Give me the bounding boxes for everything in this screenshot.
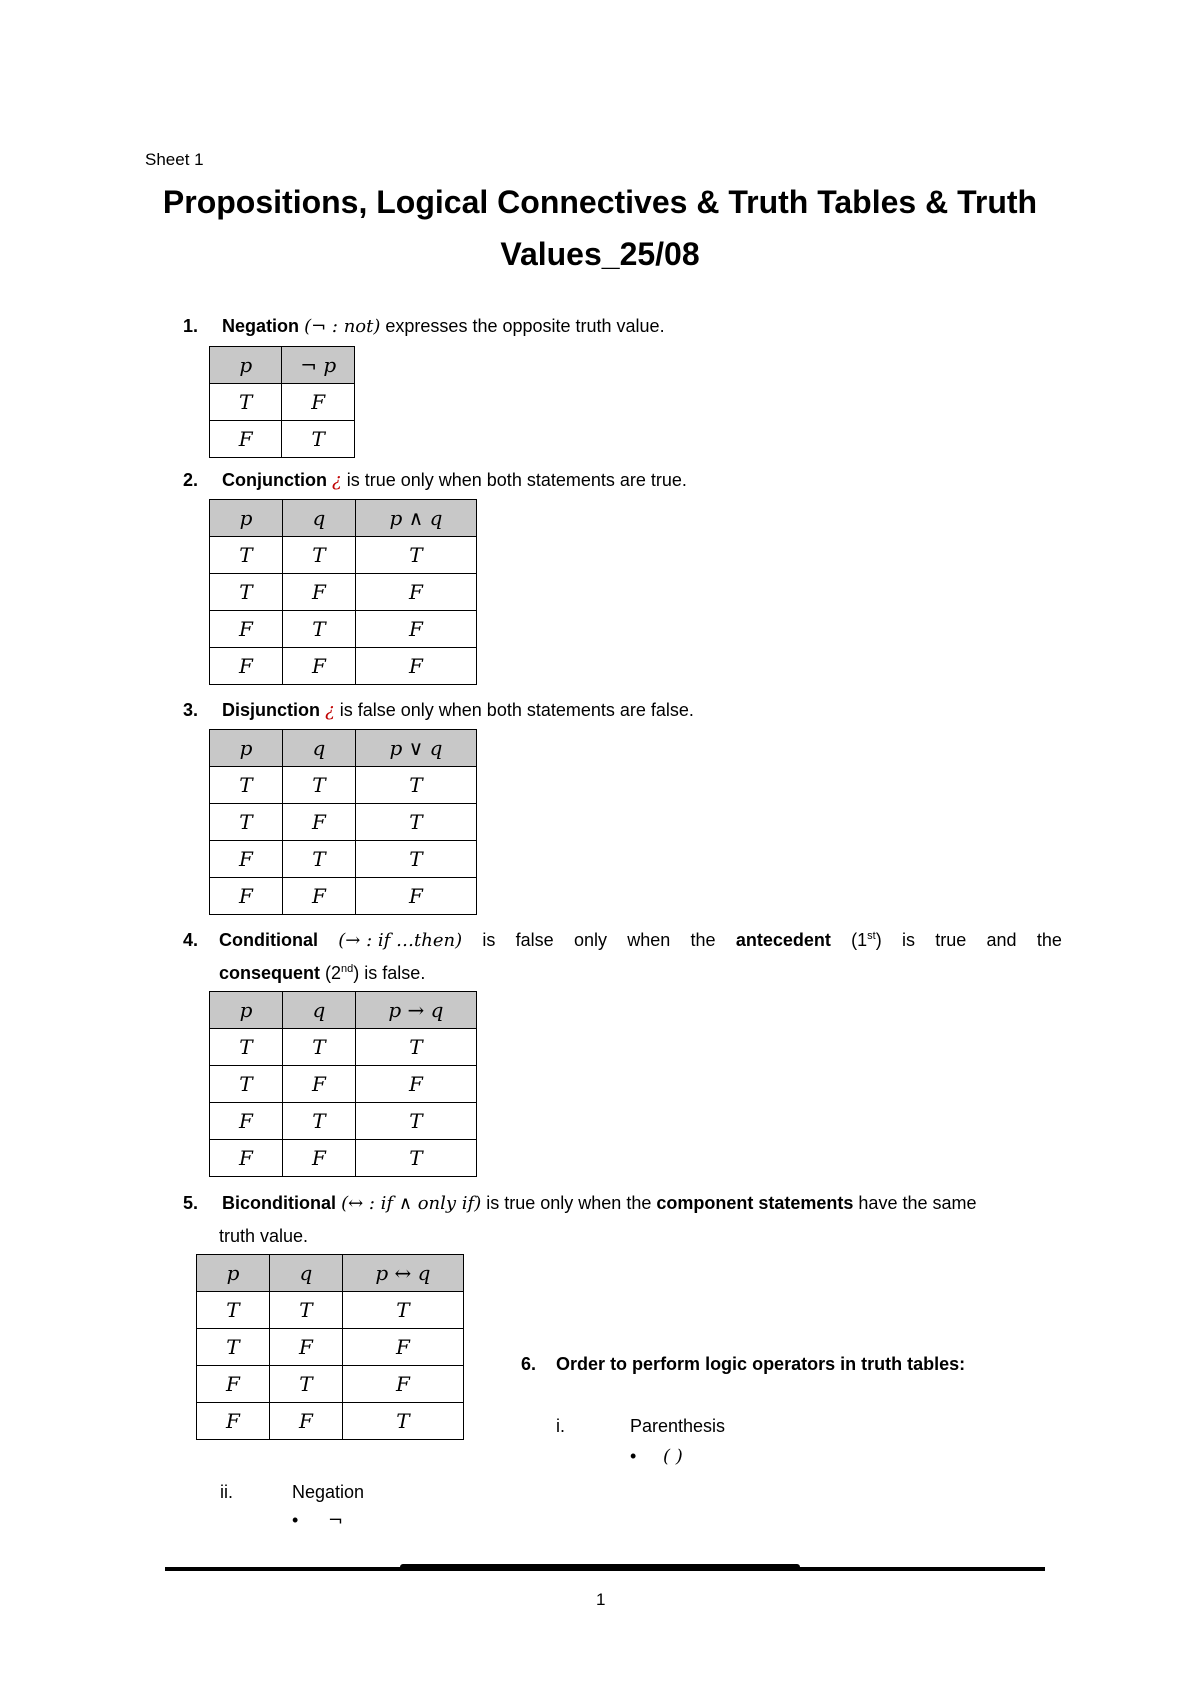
item-conditional-line2 (219, 963, 425, 984)
table-cell: T (282, 537, 355, 574)
item-symbol: (¬ : not) (304, 316, 381, 337)
order-step-ii-bullet: • (292, 1510, 299, 1530)
item-conjunction (183, 470, 687, 491)
word: true (935, 930, 967, 950)
item-term: Conditional (219, 930, 318, 950)
word: is (901, 930, 915, 950)
item-description: is true only when the (486, 1193, 652, 1213)
table-header-row (210, 730, 477, 767)
table-cell: T (355, 804, 476, 841)
table-cell: T (282, 841, 355, 878)
table-cell: T (342, 1403, 463, 1440)
item-term: Disjunction (222, 700, 321, 720)
table-cell: T (355, 1140, 476, 1177)
table-cell: T (282, 611, 355, 648)
table-cell: F (355, 878, 476, 915)
table-cell: T (342, 1292, 463, 1329)
order-step-i-bullet: • (630, 1446, 637, 1466)
table-row (210, 384, 355, 421)
item-symbol: (→ : if …then) (338, 930, 463, 951)
table-row (210, 767, 477, 804)
table-header-row (210, 347, 355, 384)
table-cell: T (210, 384, 282, 421)
word: (2 (325, 963, 342, 983)
item-title: Order to perform logic operators in truth tables: (556, 1354, 966, 1374)
page-number: 1 (596, 1590, 606, 1609)
table-row (197, 1292, 464, 1329)
table-cell: T (355, 1103, 476, 1140)
table-row (197, 1366, 464, 1403)
table-cell: F (282, 648, 355, 685)
table-header-cell: ¬ p (282, 347, 355, 384)
item-conditional-number (183, 930, 198, 951)
table-cell: F (210, 1140, 283, 1177)
table-cell: T (355, 767, 476, 804)
table-header-row (210, 992, 477, 1029)
table-header-cell: p (210, 730, 283, 767)
item-symbol: (↔ : if ∧ only if) (341, 1193, 482, 1214)
item-biconditional (183, 1193, 977, 1214)
table-cell: T (355, 1029, 476, 1066)
table-cell: T (282, 767, 355, 804)
superscript: nd (341, 963, 354, 975)
word: and (986, 930, 1017, 950)
table-cell: T (210, 1029, 283, 1066)
table-cell: F (282, 878, 355, 915)
table-header-cell: p ∨ q (355, 730, 476, 767)
table-cell: F (342, 1366, 463, 1403)
word: only (573, 930, 607, 950)
sheet-label: Sheet 1 (145, 150, 204, 169)
table-row (210, 1029, 477, 1066)
item-term: Negation (222, 316, 300, 336)
item-number: 6. (521, 1354, 537, 1374)
word: the (1036, 930, 1062, 950)
table-header-cell: p ∧ q (355, 500, 476, 537)
table-row (210, 1140, 477, 1177)
table-cell: F (210, 1103, 283, 1140)
table-header-cell: p (210, 347, 282, 384)
table-cell: F (210, 841, 283, 878)
table-header-cell: q (282, 992, 355, 1029)
term-consequent: consequent (219, 963, 321, 983)
table-cell: F (210, 878, 283, 915)
table-cell: F (210, 648, 283, 685)
truth-table-conjunction (209, 499, 477, 685)
truth-table-conditional (209, 991, 477, 1177)
item-description: have the same (858, 1193, 977, 1213)
footer-divider-accent (400, 1564, 800, 1571)
table-header-cell: q (282, 500, 355, 537)
table-header-row (210, 500, 477, 537)
superscript: st (867, 930, 876, 942)
table-cell: F (197, 1366, 270, 1403)
table-cell: F (355, 611, 476, 648)
item-description: is false only when both statements are false. (339, 700, 694, 720)
table-row (197, 1403, 464, 1440)
table-cell: F (342, 1329, 463, 1366)
order-step-ii-number: ii. (220, 1482, 233, 1502)
item-term: Biconditional (222, 1193, 337, 1213)
item-description: expresses the opposite truth value. (385, 316, 665, 336)
word: ) (875, 930, 882, 950)
item-disjunction (183, 700, 694, 721)
table-row (210, 1066, 477, 1103)
page-title-line2: Values_25/08 (500, 236, 700, 272)
item-number: 2. (183, 470, 199, 490)
order-step-ii-label: Negation (292, 1482, 365, 1502)
table-row (210, 537, 477, 574)
table-cell: F (282, 1066, 355, 1103)
table-cell: T (197, 1292, 270, 1329)
item-term: Conjunction (222, 470, 328, 490)
table-row (197, 1329, 464, 1366)
table-cell: F (282, 804, 355, 841)
table-header-cell: p (197, 1255, 270, 1292)
item-number: 1. (183, 316, 199, 336)
table-cell: T (355, 841, 476, 878)
table-cell: T (210, 574, 283, 611)
table-cell: F (355, 648, 476, 685)
table-row (210, 878, 477, 915)
table-cell: F (355, 1066, 476, 1103)
table-cell: F (269, 1403, 342, 1440)
item-description: is true only when both statements are true. (346, 470, 687, 490)
table-cell: T (210, 767, 283, 804)
table-cell: F (282, 384, 355, 421)
item-biconditional-line2: truth value. (219, 1226, 309, 1246)
table-header-cell: q (282, 730, 355, 767)
order-step-i-number: i. (556, 1416, 565, 1436)
table-row (210, 421, 355, 458)
table-cell: F (355, 574, 476, 611)
table-cell: T (210, 1066, 283, 1103)
item-conditional-line1 (219, 930, 1062, 951)
table-cell: T (210, 537, 283, 574)
table-cell: F (282, 574, 355, 611)
truth-table-negation (209, 346, 355, 458)
table-row (210, 611, 477, 648)
table-header-cell: q (269, 1255, 342, 1292)
table-cell: F (269, 1329, 342, 1366)
table-cell: T (210, 804, 283, 841)
ordinal-first (851, 930, 882, 951)
table-row (210, 648, 477, 685)
truth-table-disjunction (209, 729, 477, 915)
table-cell: F (282, 1140, 355, 1177)
truth-table-biconditional (196, 1254, 464, 1440)
item-symbol: ¿ (325, 700, 335, 721)
table-cell: T (269, 1292, 342, 1329)
table-header-row (197, 1255, 464, 1292)
word: is (482, 930, 496, 950)
table-row (210, 841, 477, 878)
table-cell: T (269, 1366, 342, 1403)
word: the (690, 930, 716, 950)
table-row (210, 1103, 477, 1140)
table-row (210, 574, 477, 611)
order-step-i-value: ( ) (663, 1446, 683, 1467)
table-header-cell: p (210, 500, 283, 537)
table-cell: T (282, 1029, 355, 1066)
table-header-cell: p → q (355, 992, 476, 1029)
item-negation (183, 316, 665, 337)
word: false (515, 930, 554, 950)
table-header-cell: p (210, 992, 283, 1029)
item-order (521, 1354, 965, 1375)
table-row (210, 804, 477, 841)
table-header-cell: p ↔ q (342, 1255, 463, 1292)
item-symbol: ¿ (332, 470, 342, 491)
item-number: 5. (183, 1193, 199, 1213)
table-cell: F (210, 611, 283, 648)
table-cell: T (355, 537, 476, 574)
table-cell: T (282, 421, 355, 458)
page-title-line1: Propositions, Logical Connectives & Truth Tables & Truth (162, 184, 1038, 220)
word: when (627, 930, 671, 950)
order-step-i-label: Parenthesis (630, 1416, 726, 1436)
table-cell: F (210, 421, 282, 458)
item-number: 3. (183, 700, 199, 720)
table-cell: T (282, 1103, 355, 1140)
table-cell: F (197, 1403, 270, 1440)
term-antecedent: antecedent (735, 930, 831, 950)
item-number: 4. (183, 930, 199, 950)
word: ) is false. (353, 963, 426, 983)
table-cell: T (197, 1329, 270, 1366)
word: (1 (851, 930, 868, 950)
order-step-ii-value: ¬ (328, 1510, 344, 1531)
term-component-statements: component statements (656, 1193, 854, 1213)
